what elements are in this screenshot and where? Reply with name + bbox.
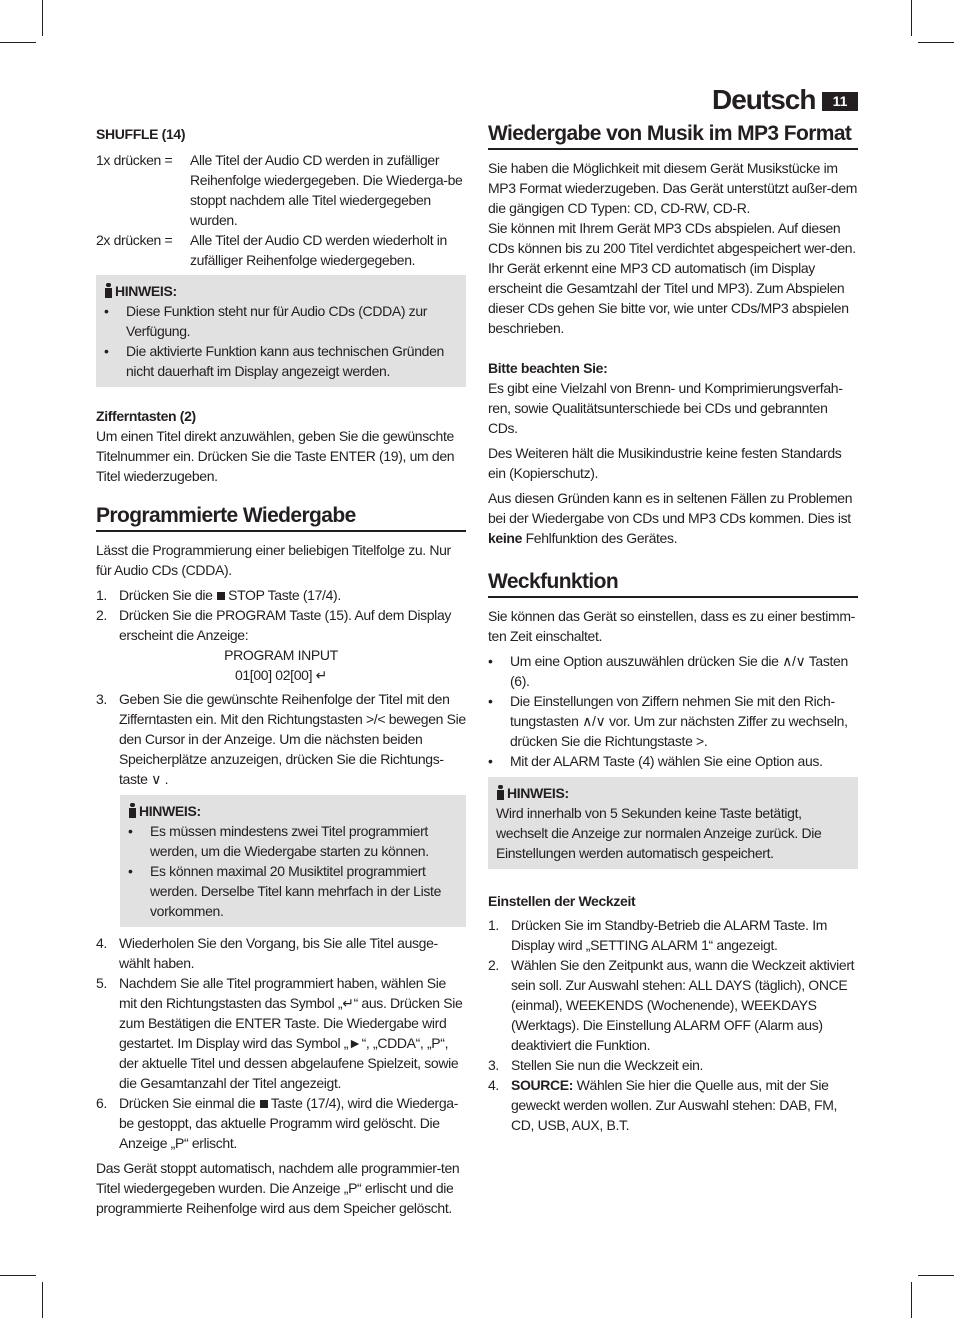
arrow-right-icon: >	[696, 733, 704, 749]
list-item: • Um eine Option auszuwählen drücken Sie die ∧/∨ Tasten (6).	[488, 651, 858, 691]
language-title: Deutsch	[712, 84, 816, 115]
programm-outro: Das Gerät stoppt automatisch, nachdem alle programmier-ten Titel wiedergegeben wurden. Die Anzeige „P“ erlischt und die programmierte Reihenfolge wird aus dem Speicher gelöscht.	[96, 1160, 460, 1216]
step: 4. SOURCE: Wählen Sie hier die Quelle aus, mit der Sie geweckt werden wollen. Zur Auswahl stehen: DAB, FM, CD, USB, AUX, B.T.	[488, 1077, 838, 1133]
stop-icon	[260, 1100, 268, 1108]
play-icon: ►	[348, 1035, 362, 1051]
arrow-up-down-icon: ∧/∨	[782, 653, 806, 669]
crop-mark	[0, 42, 36, 43]
note-item: • Es können maximal 20 Musiktitel programmiert werden. Derselbe Titel kann mehrfach in der Liste vorkommen.	[128, 861, 459, 921]
enter-icon: ↵	[315, 667, 328, 683]
shuffle-row-value: Alle Titel der Audio CD werden wiederholt in zufälliger Reihenfolge wiedergegeben.	[190, 232, 447, 268]
programm-intro: Lässt die Programmierung einer beliebigen Titelfolge zu. Nur für Audio CDs (CDDA).	[96, 542, 451, 578]
shuffle-row-key: 1x drücken =	[96, 152, 173, 168]
crop-mark	[42, 0, 43, 36]
enter-icon: ↵	[342, 995, 354, 1011]
page-number: 11	[822, 92, 858, 111]
note-box	[96, 275, 466, 387]
info-icon	[104, 283, 113, 298]
paragraph: Sie können mit Ihrem Gerät MP3 CDs abspielen. Auf diesen CDs können bis zu 200 Titel verdichtet abgespeichert wer-den. Ihr Gerät erkennt eine MP3 CD automatisch (im Display erscheint die Gesamtzahl der Titel und MP3). Zum Abspielen dieser CDs gehen Sie bitte vor, wie unter CDs/MP3 abspielen beschrieben.	[488, 220, 856, 336]
list-item: • Mit der ALARM Taste (4) wählen Sie eine Option aus.	[488, 751, 858, 771]
step: 1. Drücken Sie im Standby-Betrieb die ALARM Taste. Im Display wird „SETTING ALARM 1“ angezeigt.	[488, 917, 828, 953]
shuffle-row-key: 2x drücken =	[96, 232, 173, 248]
stop-icon	[217, 592, 225, 600]
note-box	[488, 777, 858, 869]
arrow-up-down-icon: ∧/∨	[582, 713, 606, 729]
display-line: 01[00] 02[00] ↵	[234, 667, 328, 683]
arrow-down-icon: ∨	[151, 771, 162, 787]
note-item: • Die aktivierte Funktion kann aus technischen Gründen nicht dauerhaft im Display angezeigt werden.	[104, 341, 459, 381]
paragraph: Sie haben die Möglichkeit mit diesem Gerät Musikstücke im MP3 Format wiederzugeben. Das Gerät unterstützt außer-dem die gängigen CD Typen: CD, CD-RW, CD-R.	[488, 160, 858, 216]
shuffle-title: SHUFFLE (14)	[96, 126, 186, 142]
crop-mark	[0, 1275, 36, 1276]
section-heading: Programmierte Wiedergabe	[96, 506, 466, 532]
section-heading: Weckfunktion	[488, 572, 858, 598]
shuffle-row-value: Alle Titel der Audio CD werden in zufälliger Reihenfolge wiedergegeben. Die Wiederga-be stoppt nachdem alle Titel wiedergegeben wurden.	[190, 152, 463, 228]
attention-title: Bitte beachten Sie:	[488, 360, 608, 376]
weck-section	[488, 572, 858, 1135]
display-line: PROGRAM INPUT	[224, 647, 338, 663]
crop-mark	[42, 1282, 43, 1318]
step: 1. Drücken Sie die STOP Taste (17/4).	[96, 587, 341, 603]
ziffern-title: Zifferntasten (2)	[96, 408, 196, 424]
subsection-title: Einstellen der Weckzeit	[488, 893, 636, 909]
crop-mark	[918, 42, 954, 43]
crop-mark	[918, 1275, 954, 1276]
note-box	[120, 795, 466, 927]
step: 3. Geben Sie die gewünschte Reihenfolge der Titel mit den Zifferntasten ein. Mit den Richtungstasten >/< bewegen Sie den Cursor in der Anzeige. Um die nächsten beiden Speicherplätze anzuzeigen, drücken Sie die Richtungs-taste ∨ .	[96, 691, 466, 787]
step: 2. Wählen Sie den Zeitpunkt aus, wann die Weckzeit aktiviert sein soll. Zur Auswahl stehen: ALL DAYS (täglich), ONCE (einmal), WEEKENDS (Wochenende), WEEKDAYS (Werktags). Die Einstellung ALARM OFF (Alarm aus) deaktiviert die Funktion.	[488, 957, 855, 1053]
ziffern-section	[96, 406, 466, 486]
note-title: HINWEIS:	[507, 785, 569, 801]
shuffle-section	[96, 124, 466, 387]
paragraph: Des Weiteren hält die Musikindustrie keine festen Standards ein (Kopierschutz).	[488, 445, 842, 481]
list-item: • Die Einstellungen von Ziffern nehmen Sie mit den Rich-tungstasten ∧/∨ vor. Um zur nächsten Ziffer zu wechseln, drücken Sie die Richtungstaste >.	[488, 691, 858, 751]
shuffle-row	[96, 150, 466, 230]
step: 3. Stellen Sie nun die Weckzeit ein.	[488, 1057, 704, 1073]
note-title: HINWEIS:	[139, 803, 201, 819]
info-icon	[128, 803, 137, 818]
note-item: • Diese Funktion steht nur für Audio CDs (CDDA) zur Verfügung.	[104, 301, 459, 341]
programm-section	[96, 506, 466, 1218]
mp3-section	[488, 124, 858, 548]
arrow-right-left-icon: >/<	[365, 711, 386, 727]
weck-intro: Sie können das Gerät so einstellen, dass es zu einer bestimm-ten Zeit einschaltet.	[488, 608, 855, 644]
step: 6. Drücken Sie einmal die Taste (17/4), wird die Wiederga-be gestoppt, das aktuelle Programm wird gelöscht. Die Anzeige „P“ erlischt.	[96, 1095, 459, 1151]
info-icon	[496, 785, 505, 800]
note-title: HINWEIS:	[115, 283, 177, 299]
note-text: Wird innerhalb von 5 Sekunden keine Taste betätigt, wechselt die Anzeige zur normalen Anzeige zurück. Die Einstellungen werden automatisch gespeichert.	[496, 805, 822, 861]
paragraph: Es gibt eine Vielzahl von Brenn- und Komprimierungsverfah-ren, sowie Qualitätsunterschiede bei CDs und gebrannten CDs.	[488, 380, 843, 436]
step: 4. Wiederholen Sie den Vorgang, bis Sie alle Titel ausge-wählt haben.	[96, 935, 438, 971]
step: 5. Nachdem Sie alle Titel programmiert haben, wählen Sie mit den Richtungstasten das Symbol „↵“ aus. Drücken Sie zum Bestätigen die ENTER Taste. Die Wiedergabe wird gestartet. Im Display wird das Symbol „►“, „CDDA“, „P“, der aktuelle Titel und dessen abgelaufene Spielzeit, sowie die Gesamtanzahl der Titel angezeigt.	[96, 975, 463, 1091]
note-item: • Es müssen mindestens zwei Titel programmiert werden, um die Wiedergabe starten zu können.	[128, 821, 459, 861]
shuffle-row	[96, 230, 466, 270]
paragraph: Aus diesen Gründen kann es in seltenen Fällen zu Problemen bei der Wiedergabe von CDs und MP3 CDs kommen. Dies ist keine Fehlfunktion des Gerätes.	[488, 490, 853, 546]
crop-mark	[911, 1282, 912, 1318]
section-heading: Wiedergabe von Musik im MP3 Format	[488, 124, 858, 150]
ziffern-text: Um einen Titel direkt anzuwählen, geben Sie die gewünschte Titelnummer ein. Drücken Sie die Taste ENTER (19), um den Titel wiederzugeben.	[96, 428, 455, 484]
step: 2. Drücken Sie die PROGRAM Taste (15). Auf dem Display erscheint die Anzeige:	[96, 607, 452, 643]
crop-mark	[911, 0, 912, 36]
